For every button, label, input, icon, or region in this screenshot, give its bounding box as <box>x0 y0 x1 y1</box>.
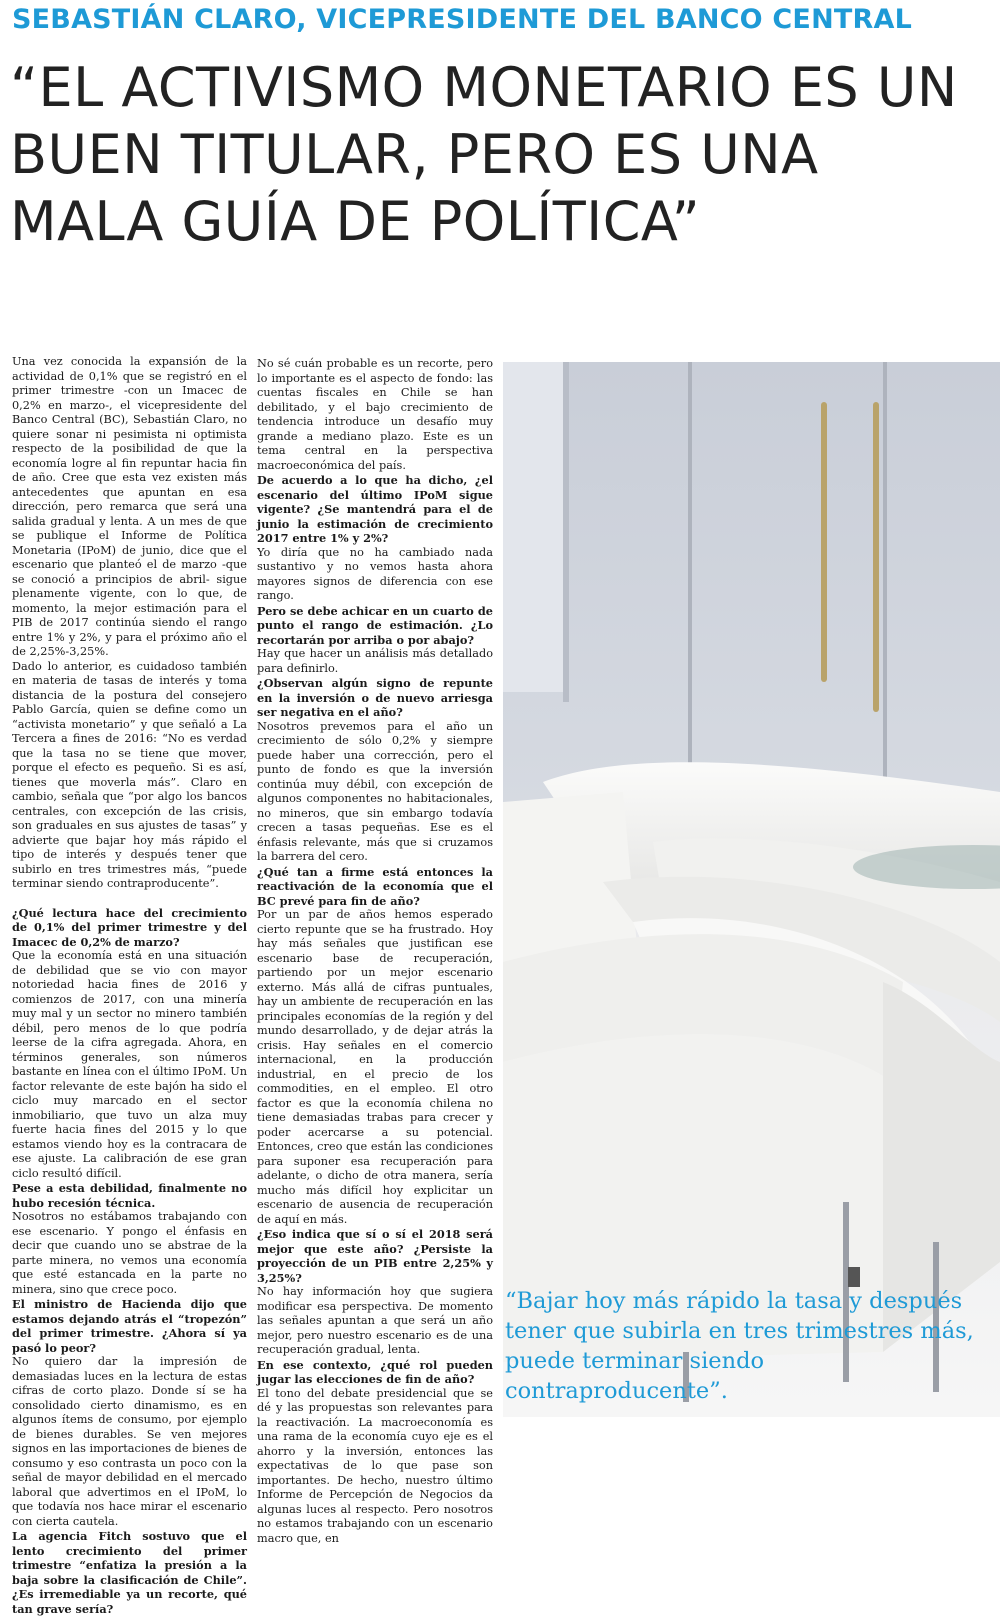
interview-question: En ese contexto, ¿qué rol pueden jugar las elecciones de fin de año? <box>257 1357 493 1386</box>
interview-question: El ministro de Hacienda dijo que estamos dejando atrás el “tropezón” del primer trimestre. ¿Ahora sí ya pasó lo peor? <box>12 1297 247 1355</box>
article-paragraph: Dado lo anterior, es cuidadoso también en materia de tasas de interés y toma distancia de la postura del consejero Pablo García, quien se define como un “activista monetario” y que señaló a La Tercera a fines de 2016: “No es verdad que la tasa no se tiene que mover, porque el efecto es pequeño. Si es así, tienes que moverla más”. Claro en cambio, señala que “por algo los bancos centrales, con excepción de las crisis, son graduales en sus ajustes de tasas” y advierte que bajar hoy más rápido el tipo de interés y después tener que subirlo en tres trimestres más, “puede terminar siendo contraproducente”. <box>12 659 247 890</box>
interview-question: Pese a esta debilidad, finalmente no hubo recesión técnica. <box>12 1181 247 1210</box>
interview-question: ¿Qué tan a firme está entonces la reactivación de la economía que el BC prevé para fin de año? <box>257 864 493 908</box>
interview-question: ¿Qué lectura hace del crecimiento de 0,1% del primer trimestre y del Imacec de 0,2% de marzo? <box>12 905 247 949</box>
article-column-2 <box>257 357 493 1545</box>
article-paragraph: Nosotros prevemos para el año un crecimiento de sólo 0,2% y siempre puede haber una corrección, pero el punto de fondo es que la inversión continúa muy débil, con excepción de algunos componentes no habitacionales, no mineros, que sin embargo todavía crecen a tasas pequeñas. Ese es el énfasis relevante, más que si cruzamos la barrera del cero. <box>257 719 493 863</box>
interview-question: De acuerdo a lo que ha dicho, ¿el escenario del último IPoM sigue vigente? ¿Se mantendrá para el de junio la estimación de crecimiento 2017 entre 1% y 2%? <box>257 473 493 545</box>
article-paragraph: Hay que hacer un análisis más detallado para definirlo. <box>257 647 493 675</box>
article-paragraph: Que la economía está en una situación de debilidad que se vio con mayor notoriedad hacia fines de 2016 y comienzos de 2017, con una minería muy mal y un sector no minero también débil, pero menos de lo que podría leerse de la cifra agregada. Ahora, en términos generales, son números bastante en línea con el último IPoM. Un factor relevante de este bajón ha sido el ciclo muy marcado en el sector inmobiliario, que tuvo un alza muy fuerte hacia fines del 2015 y lo que estamos viendo hoy es la contracara de ese ajuste. La calibración de ese gran ciclo resultó difícil. <box>12 949 247 1180</box>
photo-white-sofa-lobby <box>503 362 1000 1417</box>
article-paragraph: No sé cuán probable es un recorte, pero lo importante es el aspecto de fondo: las cuentas fiscales en Chile se han debilitado, y el bajo crecimiento de tendencia introduce un desafío muy grande a mediano plazo. Este es un tema central en la perspectiva macroeconómica del país. <box>257 357 493 472</box>
article-paragraph: Yo diría que no ha cambiado nada sustantivo y no vemos hasta ahora mayores signos de diferencia con ese rango. <box>257 545 493 602</box>
kicker: SEBASTIÁN CLARO, VICEPRESIDENTE DEL BANCO CENTRAL <box>12 4 912 35</box>
article-paragraph: Una vez conocida la expansión de la actividad de 0,1% que se registró en el primer trimestre -con un Imacec de 0,2% en marzo-, el vicepresidente del Banco Central (BC), Sebastián Claro, no quiere sonar ni pesimista ni optimista respecto de la posibilidad de que la economía logre al fin repuntar hacia fin de año. Cree que esta vez existen más antecedentes que apuntan en esa dirección, pero remarca que será una salida gradual y lenta. A un mes de que se publique el Informe de Política Monetaria (IPoM) de junio, dice que el escenario que planteó el de marzo -que se conoció a principios de abril- sigue plenamente vigente, con lo que, de momento, la mejor estimación para el PIB de 2017 continúa siendo el rango entre 1% y 2%, y para el próximo año el de 2,25%-3,25%. <box>12 355 247 658</box>
headline-line: “EL ACTIVISMO MONETARIO ES UN <box>10 56 958 119</box>
pull-quote: “Bajar hoy más rápido la tasa y después tener que subirla en tres trimestres más, puede terminar siendo contraproducente”. <box>505 1288 974 1404</box>
interview-question: La agencia Fitch sostuvo que el lento crecimiento del primer trimestre “enfatiza la presión a la baja sobre la clasificación de Chile”. ¿Es irremediable ya un recorte, qué tan grave sería? <box>12 1529 247 1616</box>
interview-question: ¿Observan algún signo de repunte en la inversión o de nuevo arriesga ser negativa en el año? <box>257 676 493 719</box>
article-paragraph: No hay información hoy que sugiera modificar esa perspectiva. De momento las señales apuntan a que será un año mejor, pero nuestro escenario es de una recuperación gradual, lenta. <box>257 1285 493 1356</box>
article-column-1 <box>12 355 247 1616</box>
interview-question: Pero se debe achicar en un cuarto de punto el rango de estimación. ¿Lo recortarán por arriba o por abajo? <box>257 603 493 647</box>
headline-line: MALA GUÍA DE POLÍTICA” <box>10 190 701 253</box>
article-paragraph: Nosotros no estábamos trabajando con ese escenario. Y pongo el énfasis en decir que cuando uno se abstrae de la parte minera, no vemos una economía que esté estancada en la parte no minera, sino que crece poco. <box>12 1210 247 1296</box>
article-paragraph: El tono del debate presidencial que se dé y las propuestas son relevantes para la reactivación. La macroeconomía es una rama de la economía cuyo eje es el ahorro y la inversión, entonces las expectativas de lo que pase son importantes. De hecho, nuestro último Informe de Percepción de Negocios da algunas luces al respecto. Pero nosotros no estamos trabajando con un escenario macro que, en <box>257 1386 493 1545</box>
headline <box>10 54 995 255</box>
article-paragraph: No quiero dar la impresión de demasiadas luces en la lectura de estas cifras de corto plazo. Donde sí se ha consolidado cierto dinamismo, es en algunos ítems de consumo, por ejemplo de bienes durables. Se ven mejores signos en las importaciones de bienes de consumo y eso contrasta un poco con la señal de mayor debilidad en el mercado laboral que advertimos en el IPoM, lo que todavía nos hace mirar el escenario con cierta cautela. <box>12 1355 247 1528</box>
interview-question: ¿Eso indica que sí o sí el 2018 será mejor que este año? ¿Persiste la proyección de un PIB entre 2,25% y 3,25%? <box>257 1227 493 1285</box>
article-paragraph: Por un par de años hemos esperado cierto repunte que se ha frustrado. Hoy hay más señales que justifican ese escenario base de recuperación, partiendo por un mejor escenario externo. Más allá de cifras puntuales, hay un ambiente de recuperación en las principales economías de la región y del mundo desarrollado, y de dejar atrás la crisis. Hay señales en el comercio internacional, en la producción industrial, en el precio de los commodities, en el empleo. El otro factor es que la economía chilena no tiene demasiadas trabas para crecer y poder acercarse a su potencial. Entonces, creo que están las condiciones para suponer esa recuperación para adelante, o dicho de otra manera, sería mucho más difícil hoy explicitar un escenario de ausencia de recuperación de aquí en más. <box>257 908 493 1226</box>
headline-line: BUEN TITULAR, PERO ES UNA <box>10 123 819 186</box>
sofa-illustration <box>503 362 1000 1417</box>
